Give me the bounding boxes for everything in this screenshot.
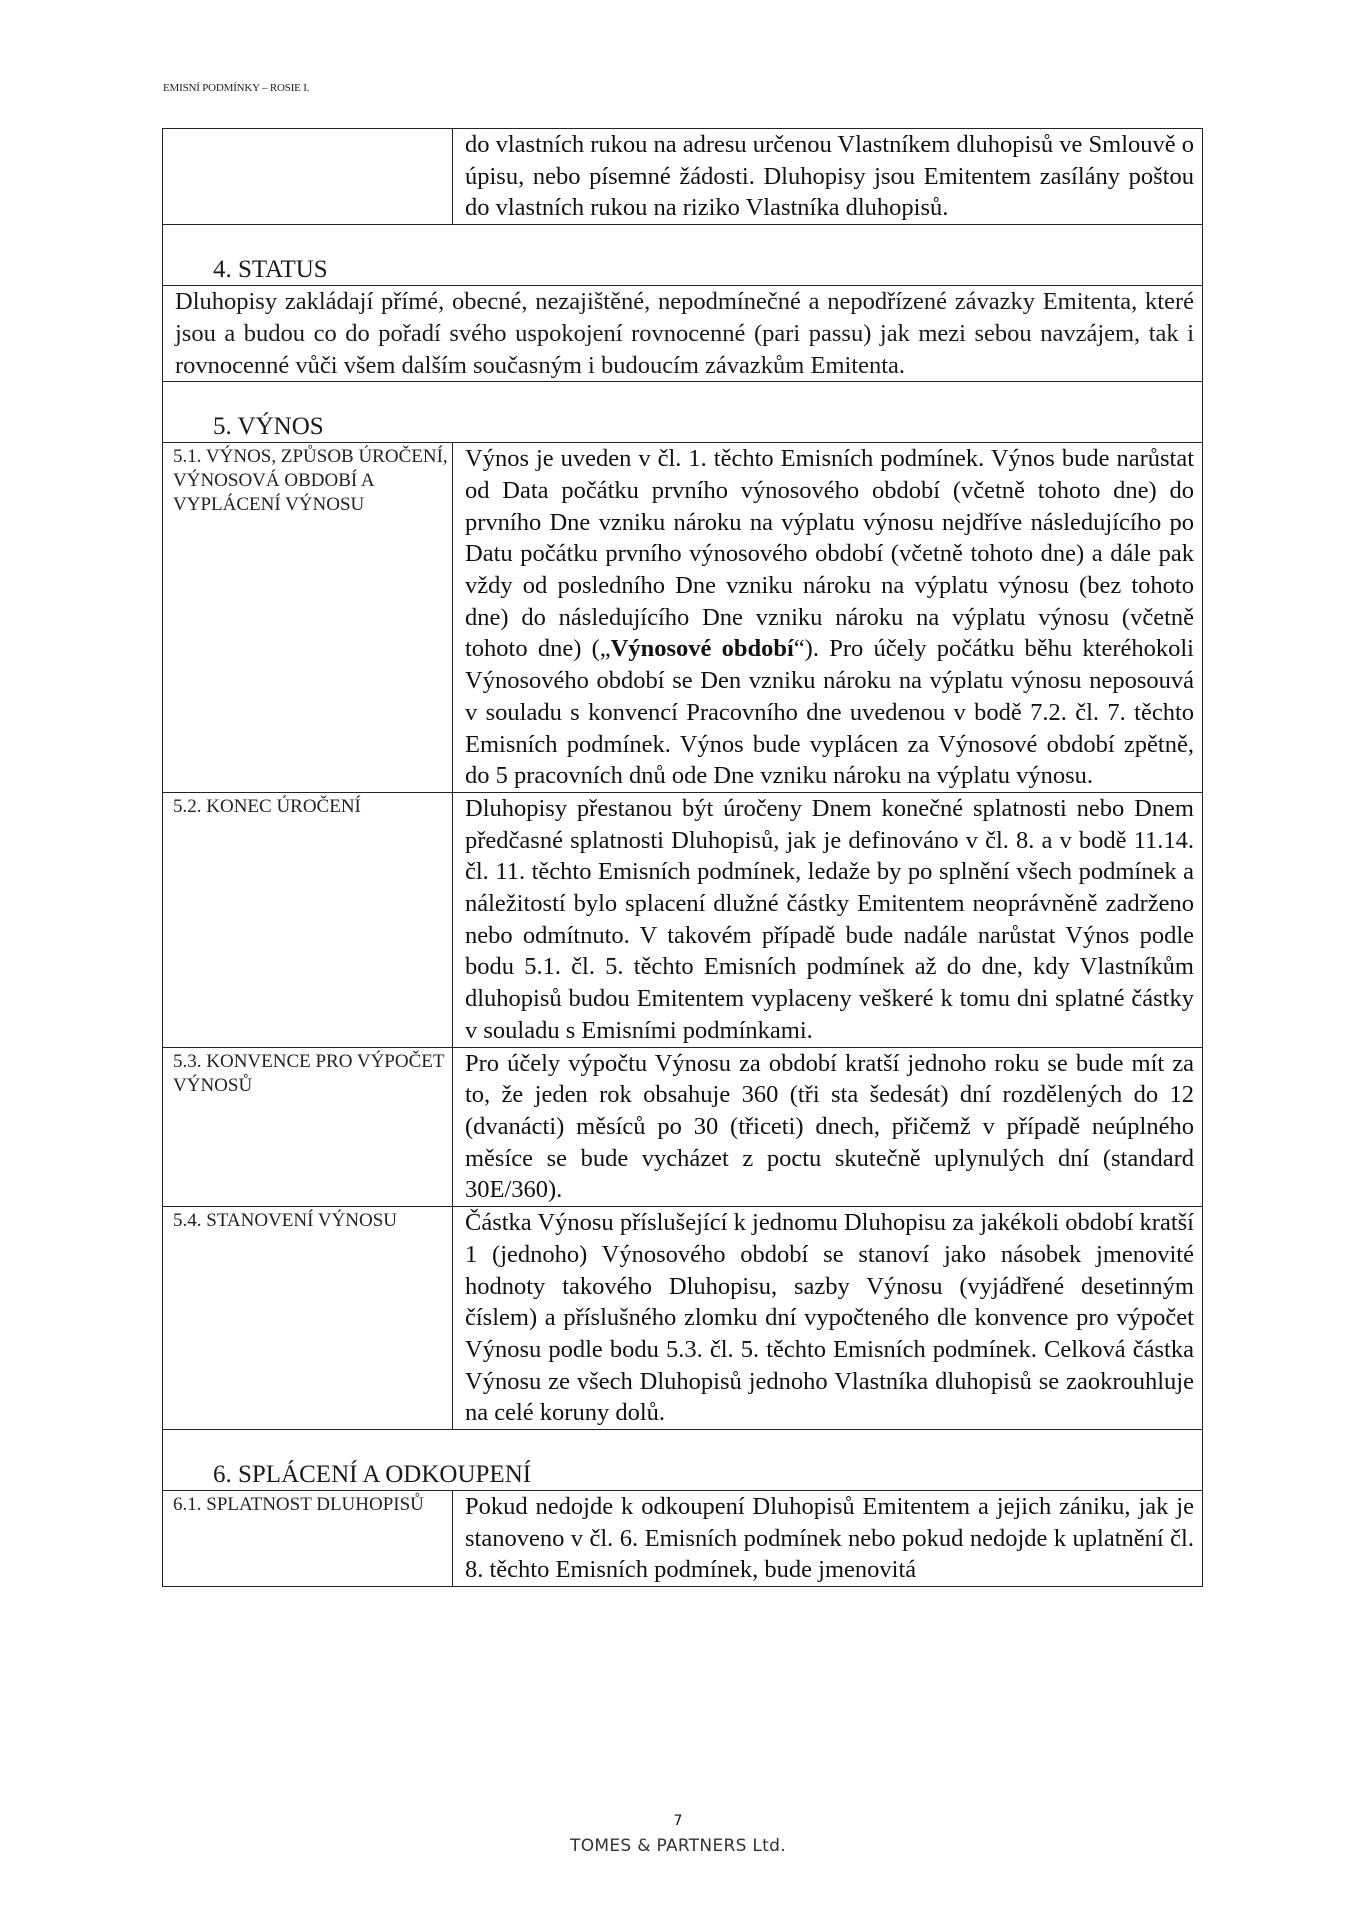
clause-label-5-1: 5.1. VÝNOS, ZPŮSOB ÚROČENÍ, VÝNOSOVÁ OBDOBÍ A VYPLÁCENÍ VÝNOSU (173, 446, 448, 516)
defined-term: Výnosové období (610, 635, 794, 663)
page-number: 7 (673, 1813, 683, 1829)
clause-text-5-1: Výnos je uveden v čl. 1. těchto Emisních podmínek. Výnos bude narůstat od Data počátku prvního výnosového období (včetně tohoto dne) do prvního Dne vzniku nároku na výplatu výnosu nejdříve následujícího po Datu počátku prvního výnosového období (včetně tohoto dne) a dále pak vždy od posledního Dne vzniku nároku na výplatu výnosu (bez tohoto dne) do následujícího Dne vzniku nároku na výplatu výnosu (včetně tohoto dne) („Výnosové období“). Pro účely počátku běhu kteréhokoli Výnosového období se Den vzniku nároku na výplatu výnosu neposouvá v souladu s konvencí Pracovního dne uvedenou v bodě 7.2. čl. 7. těchto Emisních podmínek. Výnos bude vyplácen za Výnosové období zpětně, do 5 pracovních dnů ode Dne vzniku nároku na výplatu výnosu. (465, 445, 1194, 790)
table-row (163, 443, 1203, 793)
clause-label-6-1: 6.1. SPLATNOST DLUHOPISŮ (173, 1494, 424, 1516)
running-header: EMISNÍ PODMÍNKY – ROSIE I. (163, 82, 310, 94)
clause-label-5-3: 5.3. KONVENCE PRO VÝPOČET VÝNOSŮ (173, 1050, 445, 1096)
body-cell (453, 129, 1203, 225)
table-row (163, 1207, 1203, 1430)
section-title-splaceni: 6. SPLÁCENÍ A ODKOUPENÍ (213, 1461, 532, 1489)
section-title-status: 4. STATUS (213, 256, 328, 284)
section-heading-row (163, 225, 1203, 286)
table-row (163, 286, 1203, 382)
status-text: Dluhopisy zakládají přímé, obecné, nezajištěné, nepodmínečné a nepodřízené závazky Emitenta, které jsou a budou co do pořadí svého uspokojení rovnocenné (pari passu) jak mezi sebou navzájem, tak i rovnocenné vůči všem dalším současným i budoucím závazkům Emitenta. (175, 288, 1194, 379)
footer-company: TOMES & PARTNERS Ltd. (570, 1836, 786, 1856)
clause-text-5-4: Částka Výnosu příslušející k jednomu Dluhopisu za jakékoli období kratší 1 (jednoho) Výnosového období se stanoví jako násobek jmenovité hodnoty takového Dluhopisu, sazby Výnosu (vyjádřené desetinným číslem) a příslušného zlomku dní vypočteného dle konvence pro výpočet Výnosu podle bodu 5.3. čl. 5. těchto Emisních podmínek. Celková částka Výnosu ze všech Dluhopisů jednoho Vlastníka dluhopisů se zaokrouhluje na celé koruny dolů. (465, 1209, 1194, 1427)
table-row (163, 792, 1203, 1047)
table-row (163, 129, 1203, 225)
section-heading-row (163, 382, 1203, 443)
clause-text-6-1: Pokud nedojde k odkoupení Dluhopisů Emitentem a jejich zániku, jak je stanoveno v čl. 6. Emisních podmínek nebo pokud nedojde k uplatnění čl. 8. těchto Emisních podmínek, bude jmenovitá (465, 1493, 1194, 1584)
clause-label-5-4: 5.4. STANOVENÍ VÝNOSU (173, 1210, 398, 1232)
table-row (163, 1047, 1203, 1207)
label-cell (163, 129, 453, 225)
clause-text-5-3: Pro účely výpočtu Výnosu za období kratší jednoho roku se bude mít za to, že jeden rok obsahuje 360 (tři sta šedesát) dní rozdělených do 12 (dvanácti) měsíců po 30 (třiceti) dnech, přičemž v případě neúplného měsíce se bude vycházet z poctu skutečně uplynulých dní (standard 30E/360). (465, 1049, 1194, 1204)
table-row (163, 1491, 1203, 1587)
terms-table (162, 128, 1203, 1587)
section-title-vynos: 5. VÝNOS (213, 413, 324, 441)
continuation-text: do vlastních rukou na adresu určenou Vlastníkem dluhopisů ve Smlouvě o úpisu, nebo písemné žádosti. Dluhopisy jsou Emitentem zasílány poštou do vlastních rukou na riziko Vlastníka dluhopisů. (465, 131, 1194, 222)
clause-text-5-2: Dluhopisy přestanou být úročeny Dnem konečné splatnosti nebo Dnem předčasné splatnosti Dluhopisů, jak je definováno v čl. 8. a v bodě 11.14. čl. 11. těchto Emisních podmínek, ledaže by po splnění všech podmínek a náležitostí bylo splacení dlužné částky Emitentem neoprávněně zadrženo nebo odmítnuto. V takovém případě bude nadále narůstat Výnos podle bodu 5.1. čl. 5. těchto Emisních podmínek až do dne, kdy Vlastníkům dluhopisů budou Emitentem vyplaceny veškeré k tomu dni splatné částky v souladu s Emisními podmínkami. (465, 794, 1194, 1044)
clause-label-5-2: 5.2. KONEC ÚROČENÍ (173, 795, 361, 817)
section-heading-row (163, 1430, 1203, 1491)
